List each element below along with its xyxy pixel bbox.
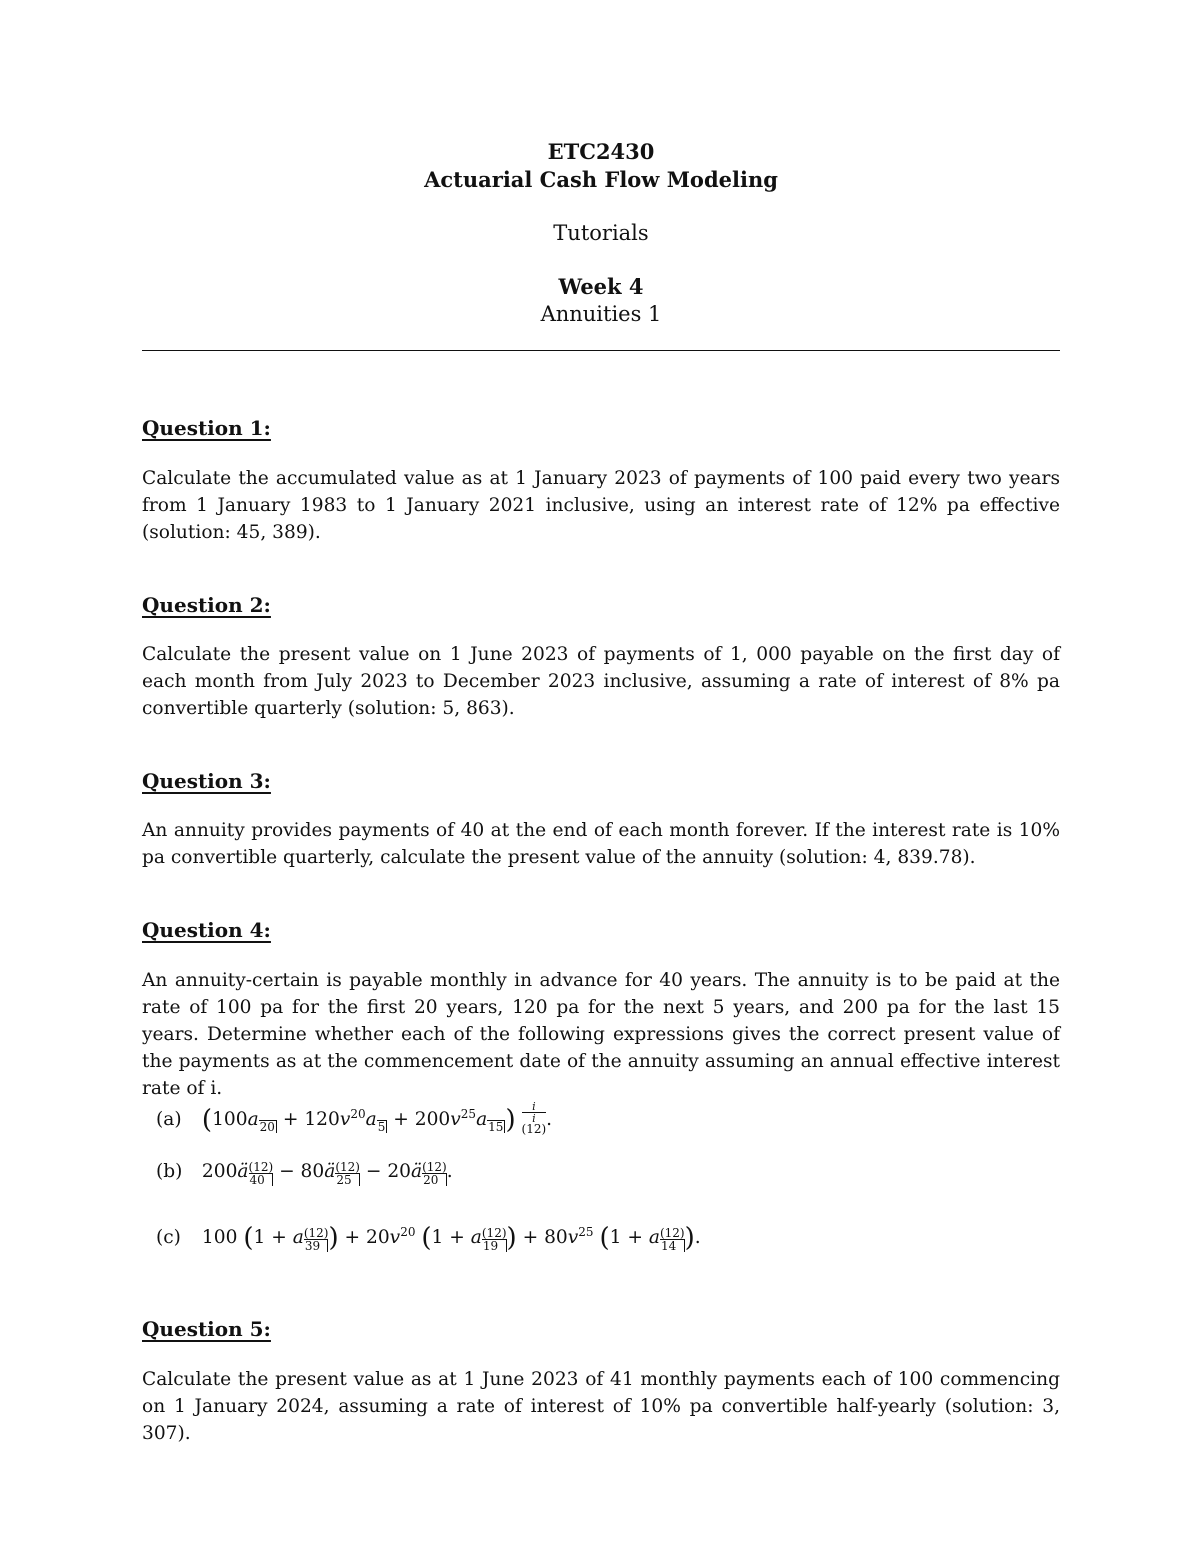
question-4-heading: Question 4: [142, 918, 271, 942]
question-2-heading: Question 2: [142, 593, 271, 617]
question-4-option-c [156, 1219, 701, 1252]
option-c-label: (c) [156, 1227, 181, 1249]
option-a-label: (a) [156, 1109, 182, 1131]
question-3-heading: Question 3: [142, 769, 271, 793]
question-3-text: An annuity provides payments of 40 at the end of each month forever. If the interest rate is 10% pa convertible quarterly, calculate the present value of the annuity (solution: 4, 839.78). [142, 820, 1060, 868]
question-1-heading: Question 1: [142, 416, 271, 440]
question-4-text: An annuity-certain is payable monthly in advance for 40 years. The annuity is to be paid at the rate of 100 pa for the first 20 years, 120 pa for the next 5 years, and 200 pa for the last 15 years. Determine whether each of the following expressions gives the correct present value of the payments as at the commencement date of the annuity assuming an annual effective interest rate of i. [142, 970, 1060, 1099]
question-5-text: Calculate the present value as at 1 June 2023 of 41 monthly payments each of 100 commencing on 1 January 2024, assuming a rate of interest of 10% pa convertible half-yearly (solution: 3, 307). [142, 1369, 1060, 1444]
doc-type: Tutorials [553, 221, 649, 245]
question-2-text: Calculate the present value on 1 June 2023 of payments of 1, 000 payable on the first day of each month from July 2023 to December 2023 inclusive, assuming a rate of interest of 8% pa convertible quarterly (solution: 5, 863). [142, 644, 1060, 719]
option-c-formula: 100 (1 + a $\frac{(12)}{39}$ ) + $20v^{20}$ (1 + a $\frac{(12)}{19}$ ) + $80v^{25}$ (1 + a $\frac{(12)}{14}$ ). [201, 1223, 701, 1254]
option-b-formula: 200ä $\frac{(12)}{40}$ − 80ä $\frac{(12)}{25}$ − 20ä $\frac{(12)}{20}$ . [201, 1160, 453, 1187]
course-title: Actuarial Cash Flow Modeling [424, 167, 778, 192]
course-code: ETC2430 [547, 139, 655, 164]
question-5-heading: Question 5: [142, 1317, 271, 1341]
question-1-text: Calculate the accumulated value as at 1 January 2023 of payments of 100 paid every two years from 1 January 1983 to 1 January 2021 inclusive, using an interest rate of 12% pa effective (solution: 45, 389). [142, 468, 1060, 543]
week-label: Week 4 [558, 274, 644, 299]
topic-label: Annuities 1 [540, 302, 662, 326]
option-b-label: (b) [156, 1161, 183, 1182]
question-4-option-b [156, 1158, 453, 1186]
option-a-formula: $(100a20 + 120v^{20}a5 + 200v^{25}a15)$ i i $^{(12)}$. [201, 1100, 553, 1136]
header-divider [142, 350, 1060, 351]
question-4-option-a [156, 1101, 552, 1140]
document-header [142, 138, 1060, 328]
